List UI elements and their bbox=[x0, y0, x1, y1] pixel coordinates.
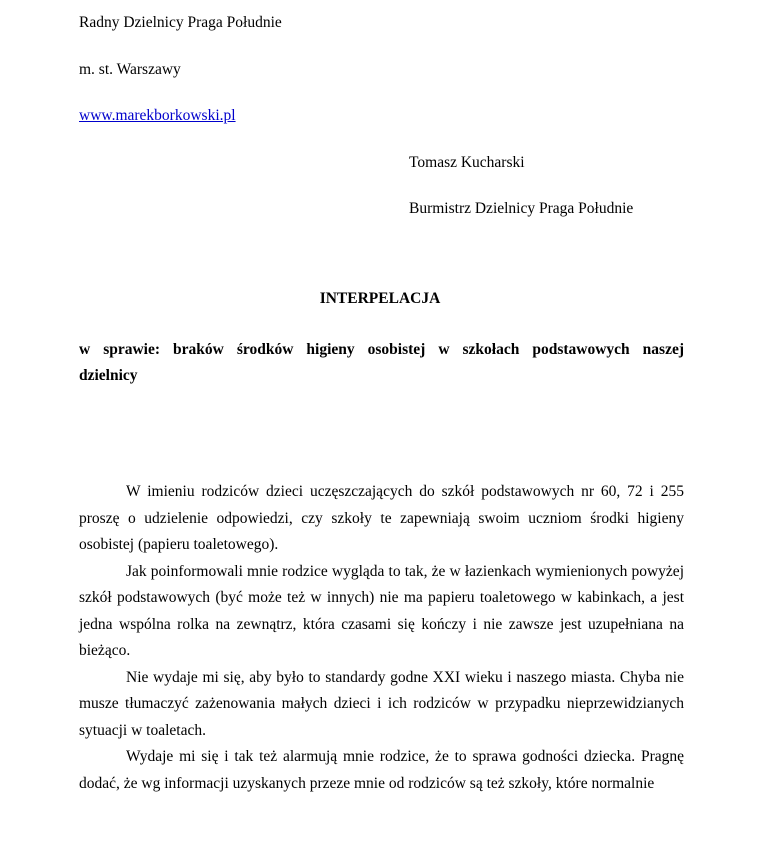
document-body bbox=[79, 479, 684, 797]
body-paragraph: W imieniu rodziców dzieci uczęszczających do szkół podstawowych nr 60, 72 i 255 proszę o udzielenie odpowiedzi, czy szkoły te zapewniają swoim uczniom środki higieny osobistej (papieru toaletowego). bbox=[79, 483, 684, 553]
sender-website-link[interactable]: www.marekborkowski.pl bbox=[79, 107, 236, 124]
sender-line-2: m. st. Warszawy bbox=[79, 61, 181, 78]
recipient-name: Tomasz Kucharski bbox=[409, 154, 525, 171]
recipient-title: Burmistrz Dzielnicy Praga Południe bbox=[409, 200, 634, 217]
document-heading: INTERPELACJA bbox=[319, 290, 441, 307]
body-paragraph: Wydaje mi się i tak też alarmują mnie rodzice, że to sprawa godności dziecka. Pragnę dodać, że wg informacji uzyskanych przeze mnie od rodziców są też szkoły, które normalnie bbox=[79, 748, 684, 792]
sender-line-1: Radny Dzielnicy Praga Południe bbox=[79, 14, 282, 31]
body-paragraph: Nie wydaje mi się, aby było to standardy godne XXI wieku i naszego miasta. Chyba nie musze tłumaczyć zażenowania małych dzieci i ich rodziców w przypadku nieprzewidzianych sytuacji w toaletach. bbox=[79, 668, 684, 739]
document-subject: w sprawie: braków środków higieny osobistej w szkołach podstawowych naszej dzielnicy bbox=[79, 341, 684, 384]
body-paragraph: Jak poinformowali mnie rodzice wygląda to tak, że w łazienkach wymienionych powyżej szkół podstawowych (być może też w innych) nie ma papieru toaletowego w kabinkach, a jest jedna wspólna rolka na zewnątrz, która czasami się kończy i nie zawsze jest uzupełniana na bieżąco. bbox=[79, 562, 684, 659]
